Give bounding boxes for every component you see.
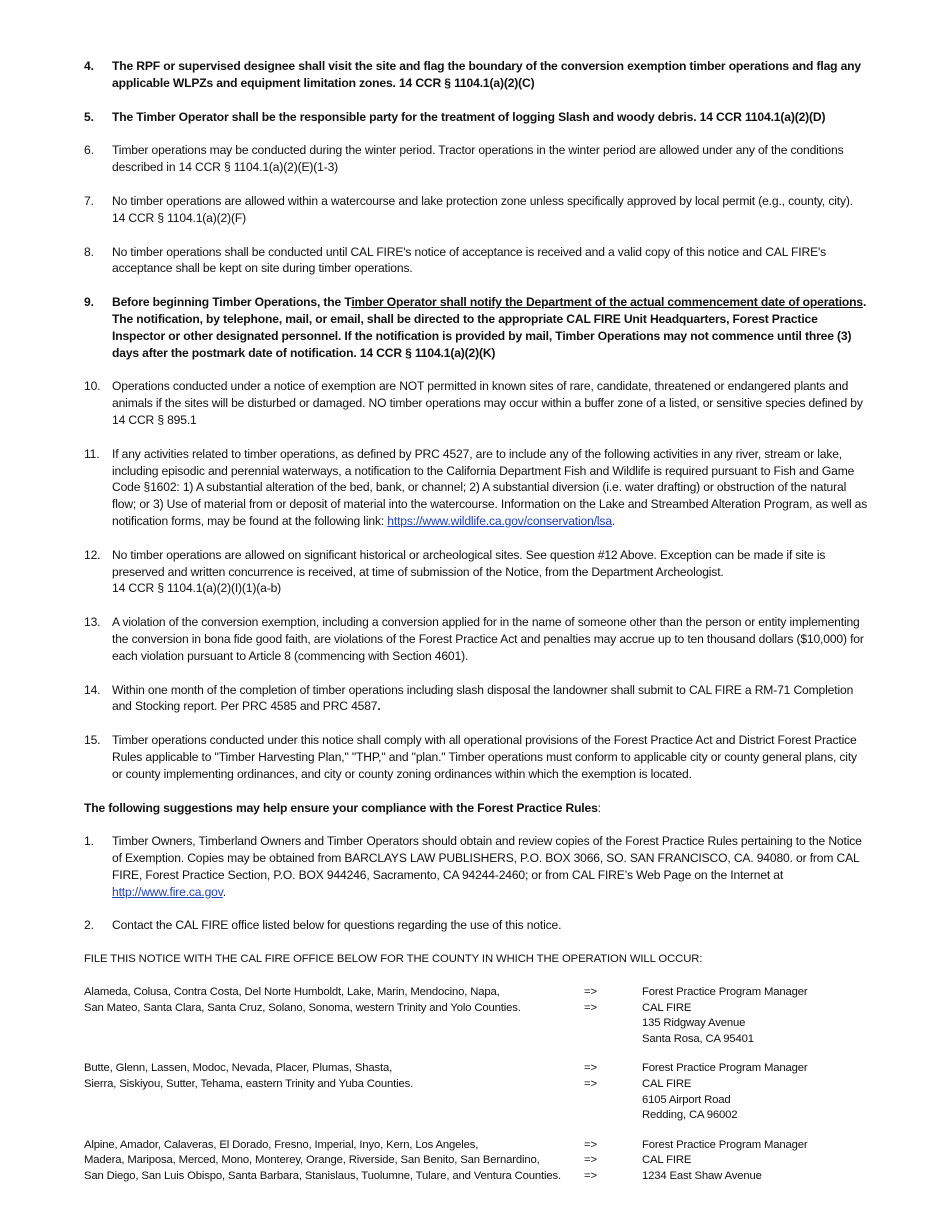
- item-number: 14.: [84, 682, 101, 697]
- item-number: 15.: [84, 733, 101, 748]
- suggestions-heading-text: The following suggestions may help ensure your compliance with the Forest Practice Rules: [84, 800, 598, 815]
- address-line: 6105 Airport Road: [642, 1093, 731, 1106]
- office-address: [642, 985, 868, 1047]
- county-line: San Diego, San Luis Obispo, Santa Barbara, Stanislaus, Tuolumne, Tulare, and Ventura Counties.: [84, 1170, 561, 1183]
- list-item: [84, 193, 868, 227]
- address-line: Forest Practice Program Manager: [642, 1138, 808, 1151]
- address-line: 135 Ridgway Avenue: [642, 1017, 746, 1030]
- item-text: [112, 294, 868, 361]
- item-number: 7.: [84, 193, 94, 208]
- suggestions-heading-colon: :: [597, 800, 601, 815]
- arrow-glyph: =>: [584, 1170, 597, 1183]
- address-line: CAL FIRE: [642, 1078, 692, 1091]
- office-block: [84, 985, 868, 1047]
- list-item: [84, 294, 868, 361]
- file-notice-instruction: FILE THIS NOTICE WITH THE CAL FIRE OFFICE BELOW FOR THE COUNTY IN WHICH THE OPERATION WILL OCCUR:: [84, 953, 703, 966]
- item-text-post: . The notification, by telephone, mail, or email, shall be directed to the appropriate CAL FIRE Unit Headquarters, Forest Practice Inspector or other designated personnel. If the notification is provided by mail, Timber Operations may not commence until three (3) days after the postmark date of notification. 14 CCR § 1104.1(a)(2)(K): [112, 295, 867, 360]
- item-text: Timber operations conducted under this notice shall comply with all operational provisions of the Forest Practice Act and District Forest Practice Rules applicable to "Timber Harvesting Plan," "THP," and "plan." Timber operations must conform to applicable city or county general plans, city or county implementing ordinances, and city or county zoning ordinances within which the exemption is located.: [112, 733, 857, 781]
- item-text-period: .: [377, 699, 381, 714]
- arrow-glyph: =>: [584, 1078, 597, 1091]
- arrow-glyph: =>: [584, 986, 597, 999]
- item-text-body: If any activities related to timber operations, as defined by PRC 4527, are to include any of the following activities in any river, stream or lake, including episodic and perennial waterways, a notification to the California Department Fish and Wildlife is required pursuant to Fish and Game Code §1602: 1) A substantial alteration of the bed, bank, or channel; 2) A substantial diversion (i.e. water drafting) or obstruction of the natural flow; or 3) Use of material from or deposit of material into the watercourse. Information on the Lake and Streambed Alteration Program, as well as notification forms, may be found at the following link:: [112, 446, 868, 528]
- address-line: Forest Practice Program Manager: [642, 1062, 808, 1075]
- address-line: Redding, CA 96002: [642, 1109, 738, 1122]
- list-item: [84, 378, 868, 428]
- list-item: [84, 142, 868, 176]
- county-line: Butte, Glenn, Lassen, Modoc, Nevada, Placer, Plumas, Shasta,: [84, 1062, 393, 1075]
- suggestion-item: [84, 917, 868, 934]
- address-line: Santa Rosa, CA 95401: [642, 1032, 754, 1045]
- item-text-body: No timber operations are allowed on significant historical or archeological sites. See question #12 Above. Exception can be made if site is preserved and written concurrence is received, at time of submission of the Notice, from the Department Archeologist.: [112, 547, 826, 579]
- item-text-body: Within one month of the completion of timber operations including slash disposal the landowner shall submit to CAL FIRE a RM-71 Completion and Stocking report. Per PRC 4585 and PRC 4587: [112, 682, 854, 714]
- office-block: [84, 1138, 868, 1185]
- fire-website-link[interactable]: http://www.fire.ca.gov: [112, 884, 223, 899]
- item-text-after: .: [222, 884, 226, 899]
- item-number: 5.: [84, 109, 94, 124]
- list-item: [84, 244, 868, 278]
- address-line: CAL FIRE: [642, 1154, 692, 1167]
- list-item: [84, 109, 868, 126]
- item-text-pre: Before beginning Timber Operations, the T: [112, 295, 352, 310]
- item-text: [112, 446, 868, 530]
- county-line: Madera, Mariposa, Merced, Mono, Monterey, Orange, Riverside, San Benito, San Bernardino,: [84, 1154, 540, 1167]
- arrow-glyph: =>: [584, 1154, 597, 1167]
- county-line: San Mateo, Santa Clara, Santa Cruz, Solano, Sonoma, western Trinity and Yolo Counties.: [84, 1001, 521, 1014]
- office-counties: [84, 1138, 584, 1185]
- arrow-glyph: =>: [584, 1062, 597, 1075]
- office-address: [642, 1138, 868, 1185]
- item-number: 6.: [84, 143, 94, 158]
- item-text: [112, 682, 868, 716]
- list-item: [84, 682, 868, 716]
- item-number: 11.: [84, 446, 100, 461]
- suggestions-heading: [84, 800, 868, 817]
- suggestion-item: [84, 833, 868, 900]
- address-line: Forest Practice Program Manager: [642, 986, 808, 999]
- item-number: 8.: [84, 244, 94, 259]
- document-page: [84, 58, 868, 1199]
- office-counties: [84, 1061, 584, 1123]
- list-item: [84, 614, 868, 664]
- item-text: The Timber Operator shall be the responsible party for the treatment of logging Slash and woody debris. 14 CCR 1104.1(a)(2)(D): [112, 109, 826, 124]
- county-line: Alpine, Amador, Calaveras, El Dorado, Fresno, Imperial, Inyo, Kern, Los Angeles,: [84, 1138, 479, 1151]
- office-address: [642, 1061, 868, 1123]
- county-line: Sierra, Siskiyou, Sutter, Tehama, eastern Trinity and Yuba Counties.: [84, 1078, 414, 1091]
- item-number: 9.: [84, 295, 94, 310]
- list-item: [84, 446, 868, 530]
- list-item: [84, 58, 868, 92]
- item-text-body: Timber Owners, Timberland Owners and Timber Operators should obtain and review copies of the Forest Practice Rules pertaining to the Notice of Exemption. Copies may be obtained from BARCLAYS LAW PUBLISHERS, P.O. BOX 3066, SO. SAN FRANCISCO, CA. 94080. or from CAL FIRE, Forest Practice Section, P.O. BOX 944246, Sacramento, CA 94244-2460; or from CAL FIRE’s Web Page on the Internet at: [112, 834, 862, 882]
- item-number: 1.: [84, 834, 94, 849]
- arrow-glyph: =>: [584, 1001, 597, 1014]
- item-number: 4.: [84, 59, 94, 73]
- item-number: 10.: [84, 379, 101, 394]
- list-item: [84, 732, 868, 782]
- item-number: 12.: [84, 547, 101, 562]
- county-line: Alameda, Colusa, Contra Costa, Del Norte Humboldt, Lake, Marin, Mendocino, Napa,: [84, 986, 500, 999]
- item-number: 13.: [84, 615, 101, 630]
- arrow-glyph: =>: [584, 1138, 597, 1151]
- item-text-after: .: [611, 513, 616, 528]
- office-block: [84, 1061, 868, 1123]
- item-text: No timber operations are allowed within a watercourse and lake protection zone unless specifically approved by local permit (e.g., county, city). 14 CCR § 1104.1(a)(2)(F): [112, 193, 853, 225]
- item-text: [112, 547, 868, 597]
- office-arrows: [584, 1061, 642, 1123]
- item-text: Contact the CAL FIRE office listed below for questions regarding the use of this notice.: [112, 918, 562, 933]
- item-text: A violation of the conversion exemption, including a conversion applied for in the name of someone other than the person or entity implementing the conversion in bona fide good faith, are violations of the Forest Practice Act and penalties may accrue up to ten thousand dollars ($10,000) for each violation pursuant to Article 8 (commencing with Section 4601).: [112, 615, 864, 663]
- item-text: [112, 833, 868, 900]
- lsa-link[interactable]: https://www.wildlife.ca.gov/conservation/lsa: [387, 513, 612, 528]
- item-text: Timber operations may be conducted during the winter period. Tractor operations in the winter period are allowed under any of the conditions described in 14 CCR § 1104.1(a)(2)(E)(1-3): [112, 143, 844, 175]
- office-arrows: [584, 985, 642, 1047]
- office-arrows: [584, 1138, 642, 1185]
- item-number: 2.: [84, 918, 94, 933]
- address-line: CAL FIRE: [642, 1001, 692, 1014]
- item-text-underlined: imber Operator shall notify the Department of the actual commencement date of operations: [351, 295, 863, 310]
- item-text-citation: 14 CCR § 1104.1(a)(2)(I)(1)(a-b): [112, 581, 282, 596]
- office-counties: [84, 985, 584, 1047]
- list-item: [84, 547, 868, 597]
- item-text: Operations conducted under a notice of exemption are NOT permitted in known sites of rare, candidate, threatened or endangered plants and animals if the sites will be disturbed or damaged. NO timber operations may occur within a buffer zone of a listed, or sensitive species defined by 14 CCR § 895.1: [112, 379, 863, 427]
- address-line: 1234 East Shaw Avenue: [642, 1170, 762, 1183]
- item-text: The RPF or supervised designee shall visit the site and flag the boundary of the conversion exemption timber operations and flag any applicable WLPZs and equipment limitation zones. 14 CCR § 1104.1(a)(2)(C): [112, 59, 861, 90]
- item-text: No timber operations shall be conducted until CAL FIRE's notice of acceptance is received and a valid copy of this notice and CAL FIRE's acceptance shall be kept on site during timber operations.: [112, 244, 827, 276]
